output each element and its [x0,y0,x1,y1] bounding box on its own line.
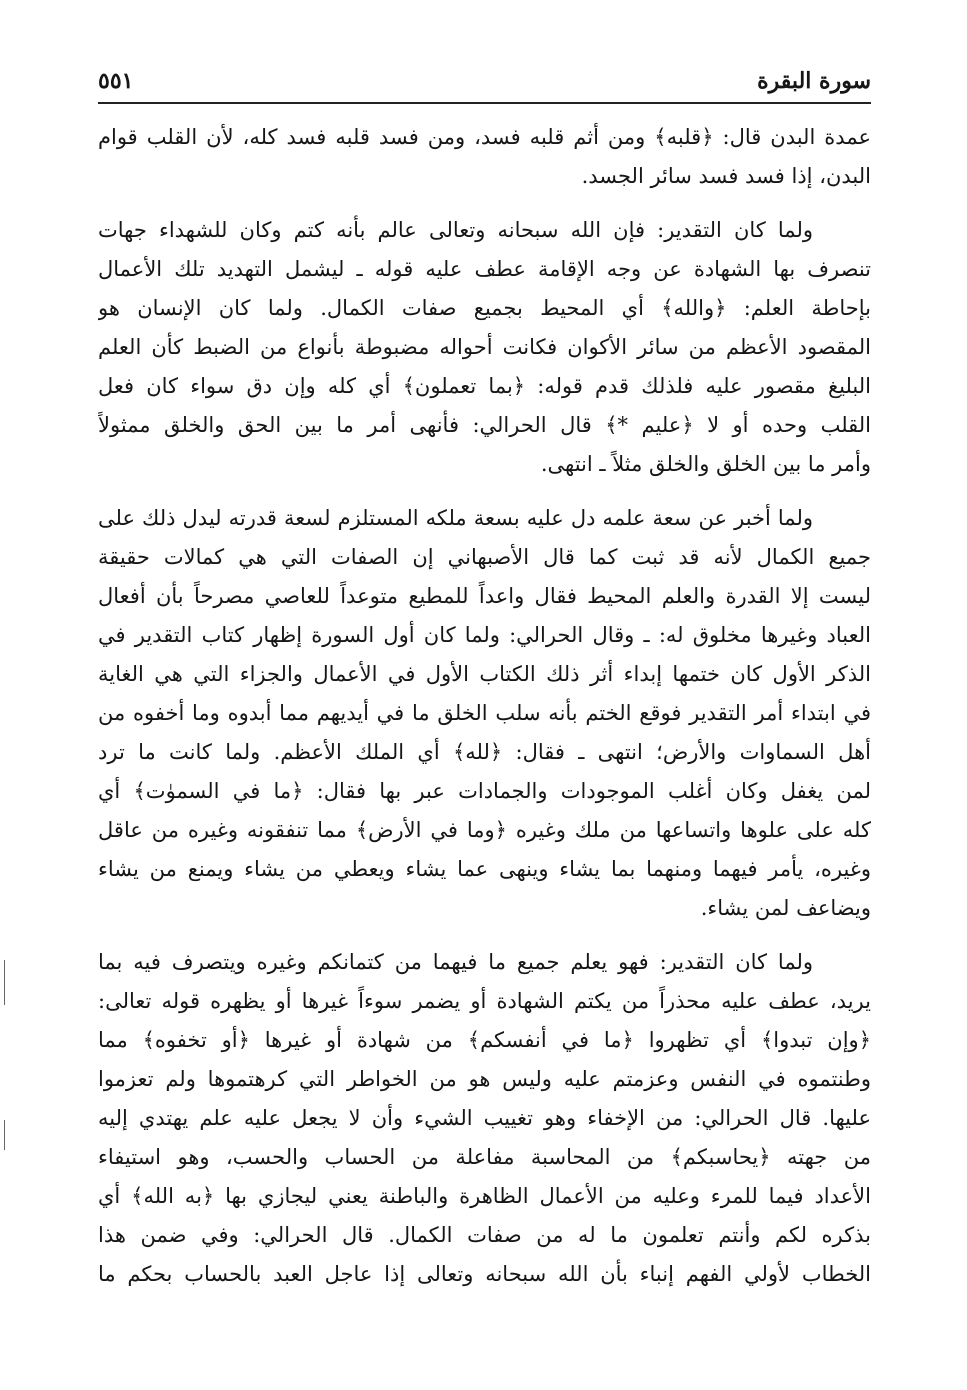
text-line: الذكر الأول كان ختمها إبداء أثر ذلك الكتاب الأول في الأعمال والجزاء التي هي الغاية [98,662,871,686]
text-line: المقصود الأعظم من سائر الأكوان فكانت أحواله مضبوطة بأنواع من الضبط كأن العلم [98,335,871,359]
text-line: وأمر ما بين الخلق والخلق مثلاً ـ انتهى. [540,452,871,476]
text-line: ولما كان التقدير: فهو يعلم جميع ما فيهما من كتمانكم وغيره ويتصرف فيه بما [98,950,813,974]
text-line: في ابتداء أمر التقدير فوقع الختم بأنه سلب الخلق ما في أيديهم مما أبدوه وما أخفوه من [98,701,871,725]
text-line: ﴿وإن تبدوا﴾ أي تظهروا ﴿ما في أنفسكم﴾ من شهادة أو غيرها ﴿أو تخفوه﴾ مما [98,1028,871,1052]
text-line: بذكره لكم وأنتم تعلمون ما له من صفات الكمال. قال الحرالي: وفي ضمن هذا [98,1223,871,1247]
text-line: ليست إلا القدرة والعلم المحيط فقال واعداً للمطيع متوعداً للعاصي مصرحاً بأن أفعال [98,584,871,608]
running-title: سورة البقرة [757,68,871,94]
paragraph [98,943,871,1294]
text-line: العباد وغيرها مخلوق له: ـ وقال الحرالي: ولما كان أول السورة إظهار كتاب التقدير في [98,623,871,647]
text-line: البدن، إذا فسد فسد سائر الجسد. [581,164,871,188]
text-line: لمن يغفل وكان أغلب الموجودات والجمادات عبر بها فقال: ﴿ما في السموٰت﴾ أي [98,779,871,803]
text-line: ويضاعف لمن يشاء. [700,896,871,920]
text-line: كله على علوها واتساعها من ملك وغيره ﴿وما في الأرض﴾ مما تنفقونه وغيره من عاقل [98,818,871,842]
text-line: وطنتموه في النفس وعزمتم عليه وليس هو من الخواطر التي كرهتموها ولم تعزموا [98,1067,871,1091]
text-line: ولما أخبر عن سعة علمه دل عليه بسعة ملكه المستلزم لسعة قدرته ليدل ذلك على [98,506,813,530]
text-line: عمدة البدن قال: ﴿قلبه﴾ ومن أثم قلبه فسد، ومن فسد قلبه فسد كله، لأن القلب قوام [98,125,871,149]
text-line: ولما كان التقدير: فإن الله سبحانه وتعالى عالم بأنه كتم وكان للشهداء جهات [98,218,813,242]
text-line: يريد، عطف عليه محذراً من يكتم الشهادة أو يضمر سوءاً غيرها أو يظهره قوله تعالى: [98,989,871,1013]
text-line: القلب وحده أو لا ﴿عليم *﴾ قال الحرالي: فأنهى أمر ما بين الحق والخلق ممثولاً [98,413,871,437]
text-line: وغيره، يأمر فيهما ومنهما بما يشاء وينهى عما يشاء ويعطي من يشاء ويمنع من يشاء [98,857,871,881]
text-line: البليغ مقصور عليه فلذلك قدم قوله: ﴿بما تعملون﴾ أي كله وإن دق سواء كان فعل [98,374,871,398]
paragraph [98,211,871,484]
body-text [98,118,871,1309]
scan-edge-mark [4,960,5,1005]
paragraph [98,499,871,928]
text-line: الخطاب لأولي الفهم إنباء بأن الله سبحانه وتعالى إذا عاجل العبد بالحساب بحكم ما [98,1262,871,1286]
text-line: أهل السماوات والأرض؛ انتهى ـ فقال: ﴿لله﴾ أي الملك الأعظم. ولما كانت ما ترد [98,740,871,764]
paragraph [98,118,871,196]
text-line: جميع الكمال لأنه قد ثبت كما قال الأصبهاني إن الصفات التي هي كمالات حقيقة [98,545,871,569]
text-line: بإحاطة العلم: ﴿والله﴾ أي المحيط بجميع صفات الكمال. ولما كان الإنسان هو [98,296,871,320]
scan-edge-mark [4,1120,5,1150]
text-line: تنصرف بها الشهادة عن وجه الإقامة عطف عليه قوله ـ ليشمل التهديد تلك الأعمال [98,257,871,281]
running-header [98,62,871,104]
page-number: ٥٥١ [98,68,134,94]
text-line: عليها. قال الحرالي: من الإخفاء وهو تغييب الشيء وأن لا يجعل عليه علم يهتدي إليه [98,1106,871,1130]
text-line: من جهته ﴿يحاسبكم﴾ من المحاسبة مفاعلة من الحساب والحسب، وهو استيفاء [98,1145,871,1169]
text-line: الأعداد فيما للمرء وعليه من الأعمال الظاهرة والباطنة يعني ليجازي بها ﴿به الله﴾ أي [98,1184,871,1208]
